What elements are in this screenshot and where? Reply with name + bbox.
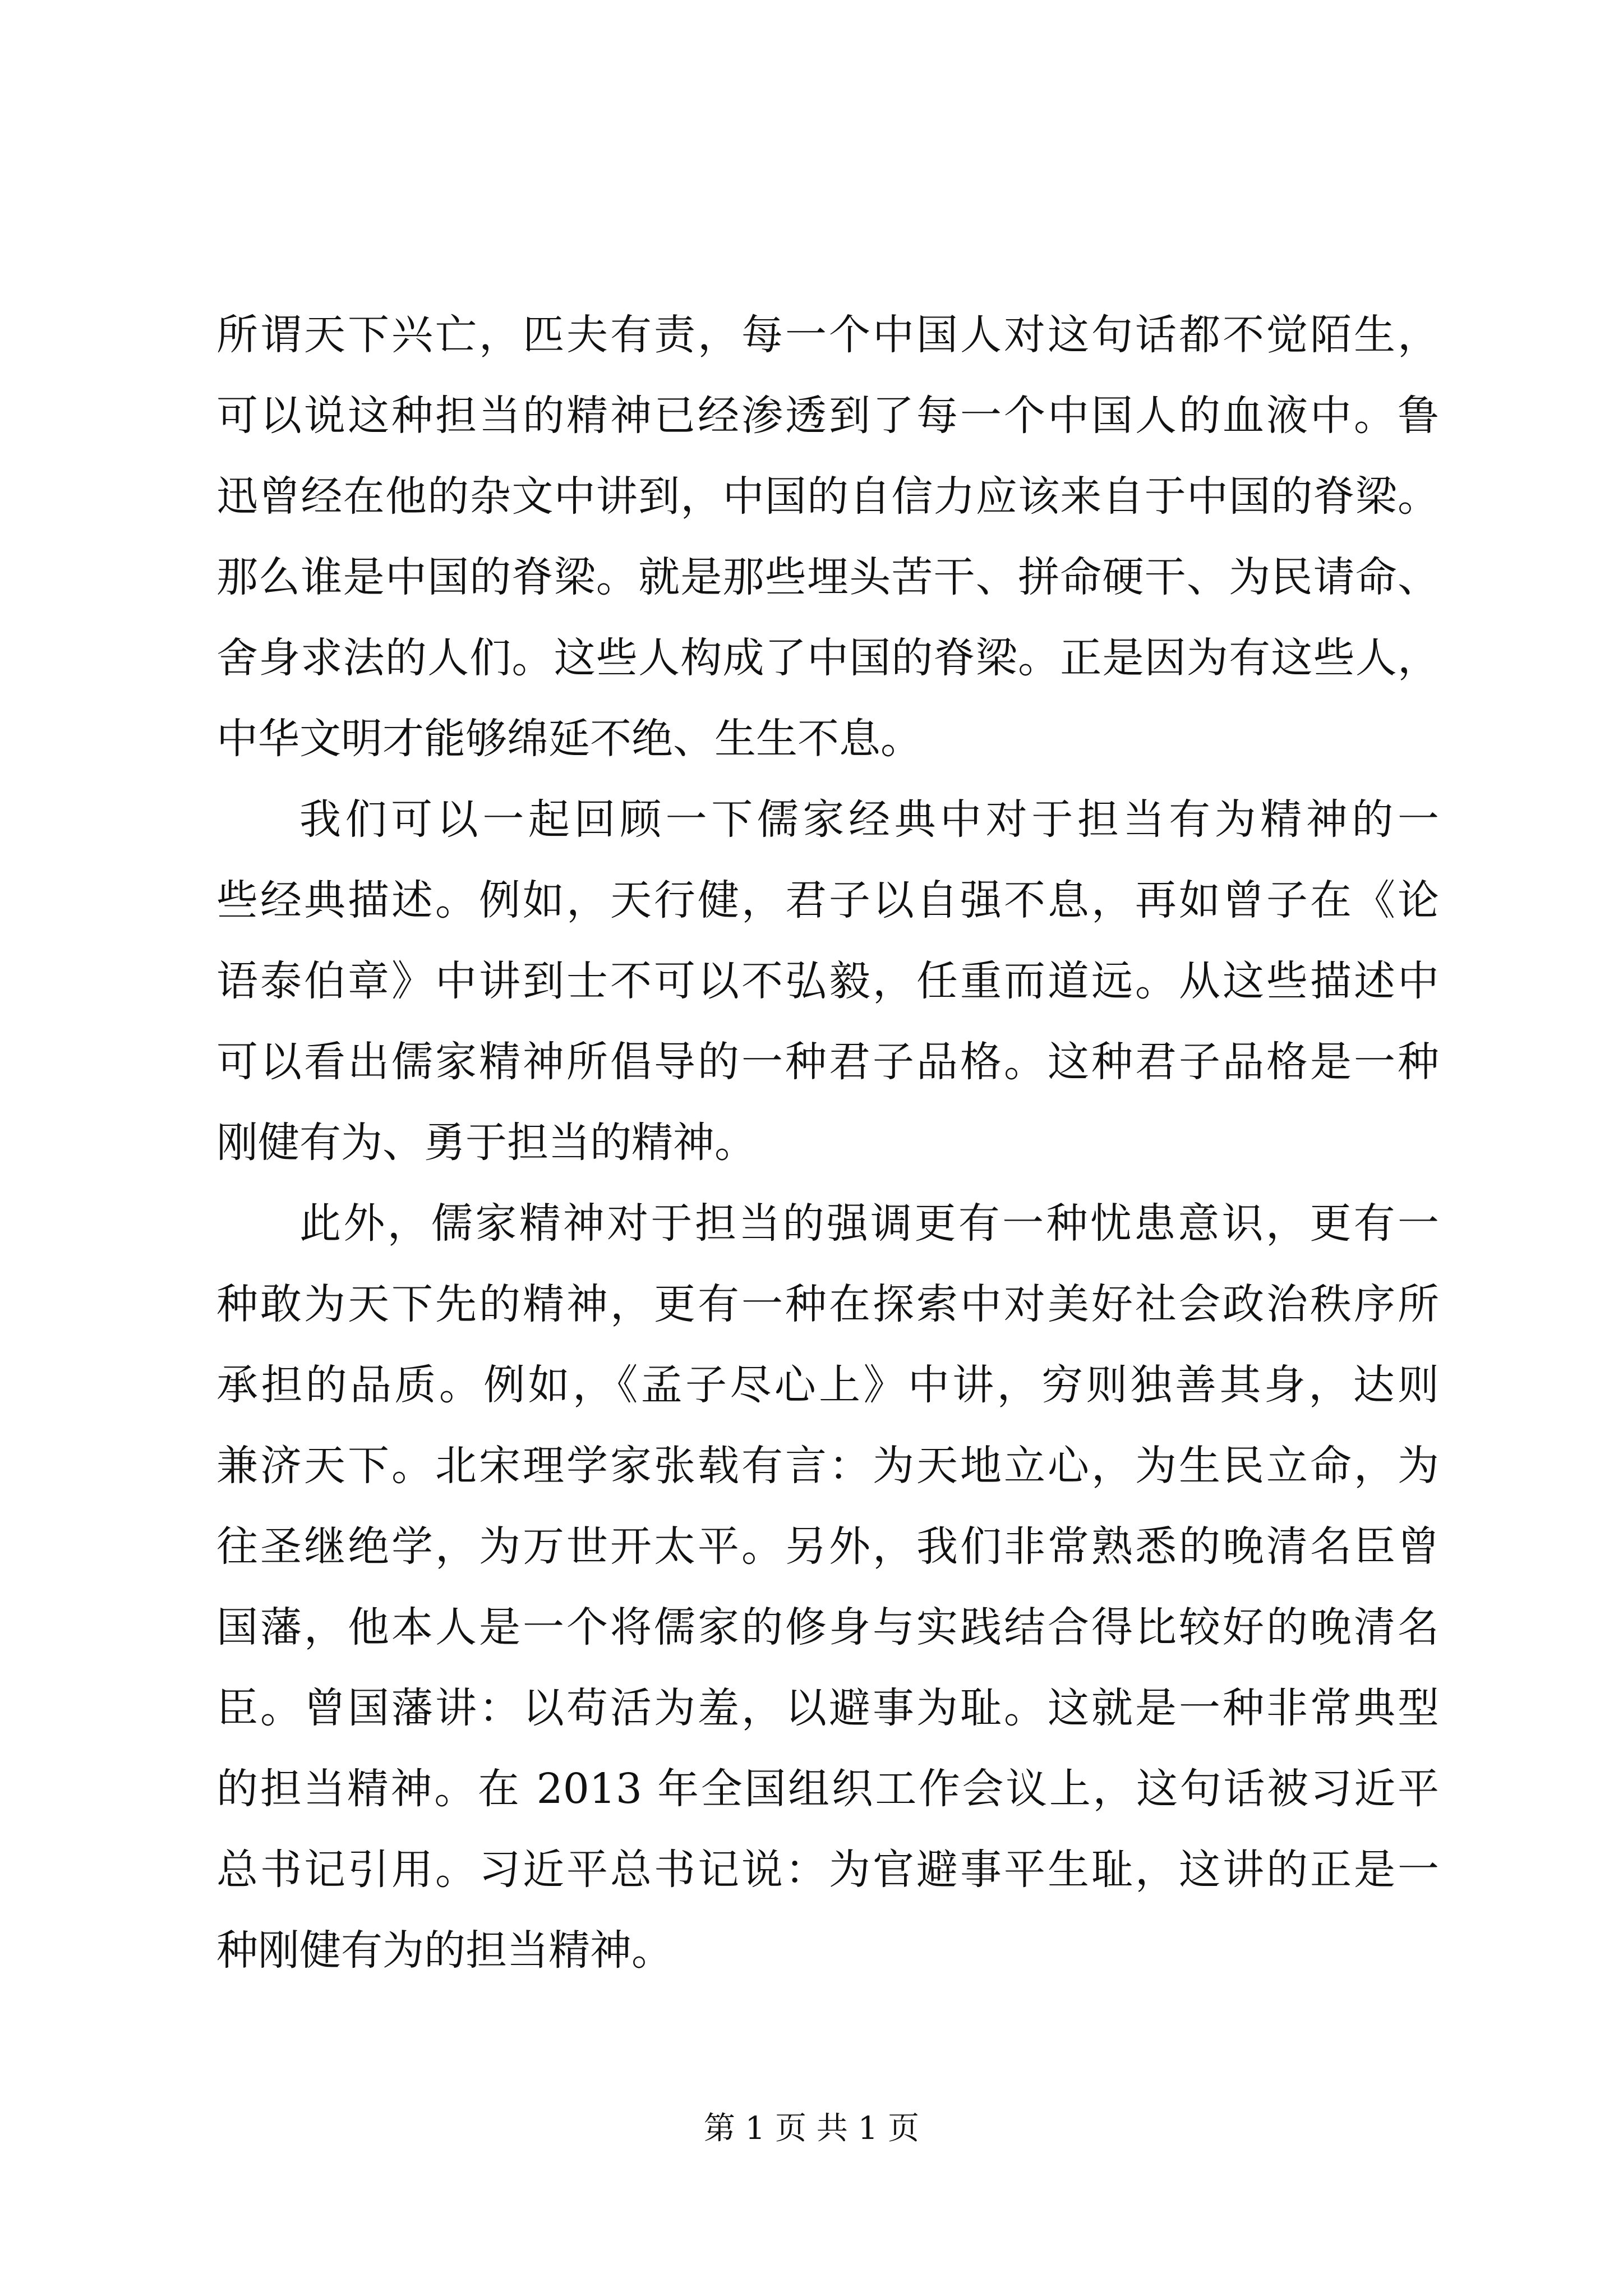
text-line: 种敢为天下先的精神，更有一种在探索中对美好社会政治秩序所 [216,1280,1439,1328]
text-line: 我们可以一起回顾一下儒家经典中对于担当有为精神的一 [299,795,1439,844]
text-line: 迅曾经在他的杂文中讲到，中国的自信力应该来自于中国的脊梁。 [216,472,1439,521]
text-line: 可以看出儒家精神所倡导的一种君子品格。这种君子品格是一种 [216,1038,1439,1086]
text-line: 承担的品质。例如，《孟子尽心上》中讲，穷则独善其身，达则 [216,1361,1439,1409]
paragraph-2 [216,779,1439,1183]
text-line: 此外，儒家精神对于担当的强调更有一种忧患意识，更有一 [299,1199,1439,1248]
text-line: 刚健有为、勇于担当的精神。 [216,1119,756,1167]
text-line: 国藩，他本人是一个将儒家的修身与实践结合得比较好的晚清名 [216,1603,1439,1651]
text-line: 种刚健有为的担当精神。 [216,1926,673,1975]
text-line: 舍身求法的人们。这些人构成了中国的脊梁。正是因为有这些人， [216,634,1439,682]
document-body [216,295,1439,1991]
paragraph-3 [216,1183,1439,1991]
text-line: 往圣继绝学，为万世开太平。另外，我们非常熟悉的晚清名臣曾 [216,1522,1439,1571]
text-line: 总书记引用。习近平总书记说：为官避事平生耻，这讲的正是一 [216,1846,1439,1894]
text-line: 那么谁是中国的脊梁。就是那些埋头苦干、拼命硬干、为民请命、 [216,553,1439,601]
text-line: 可以说这种担当的精神已经渗透到了每一个中国人的血液中。鲁 [216,392,1439,440]
text-line: 臣。曾国藩讲：以苟活为羞，以避事为耻。这就是一种非常典型 [216,1684,1439,1732]
text-line: 所谓天下兴亡，匹夫有责，每一个中国人对这句话都不觉陌生， [216,311,1439,359]
paragraph-1 [216,295,1439,779]
text-line: 语泰伯章》中讲到士不可以不弘毅，任重而道远。从这些描述中 [216,957,1439,1005]
text-line: 的担当精神。在 2013 年全国组织工作会议上，这句话被习近平 [216,1765,1439,1813]
text-line: 兼济天下。北宋理学家张载有言：为天地立心，为生民立命，为 [216,1442,1439,1490]
page-number-footer: 第 1 页 共 1 页 [703,2110,920,2147]
text-line: 中华文明才能够绵延不绝、生生不息。 [216,715,922,763]
text-line: 些经典描述。例如，天行健，君子以自强不息，再如曾子在《论 [216,876,1439,924]
